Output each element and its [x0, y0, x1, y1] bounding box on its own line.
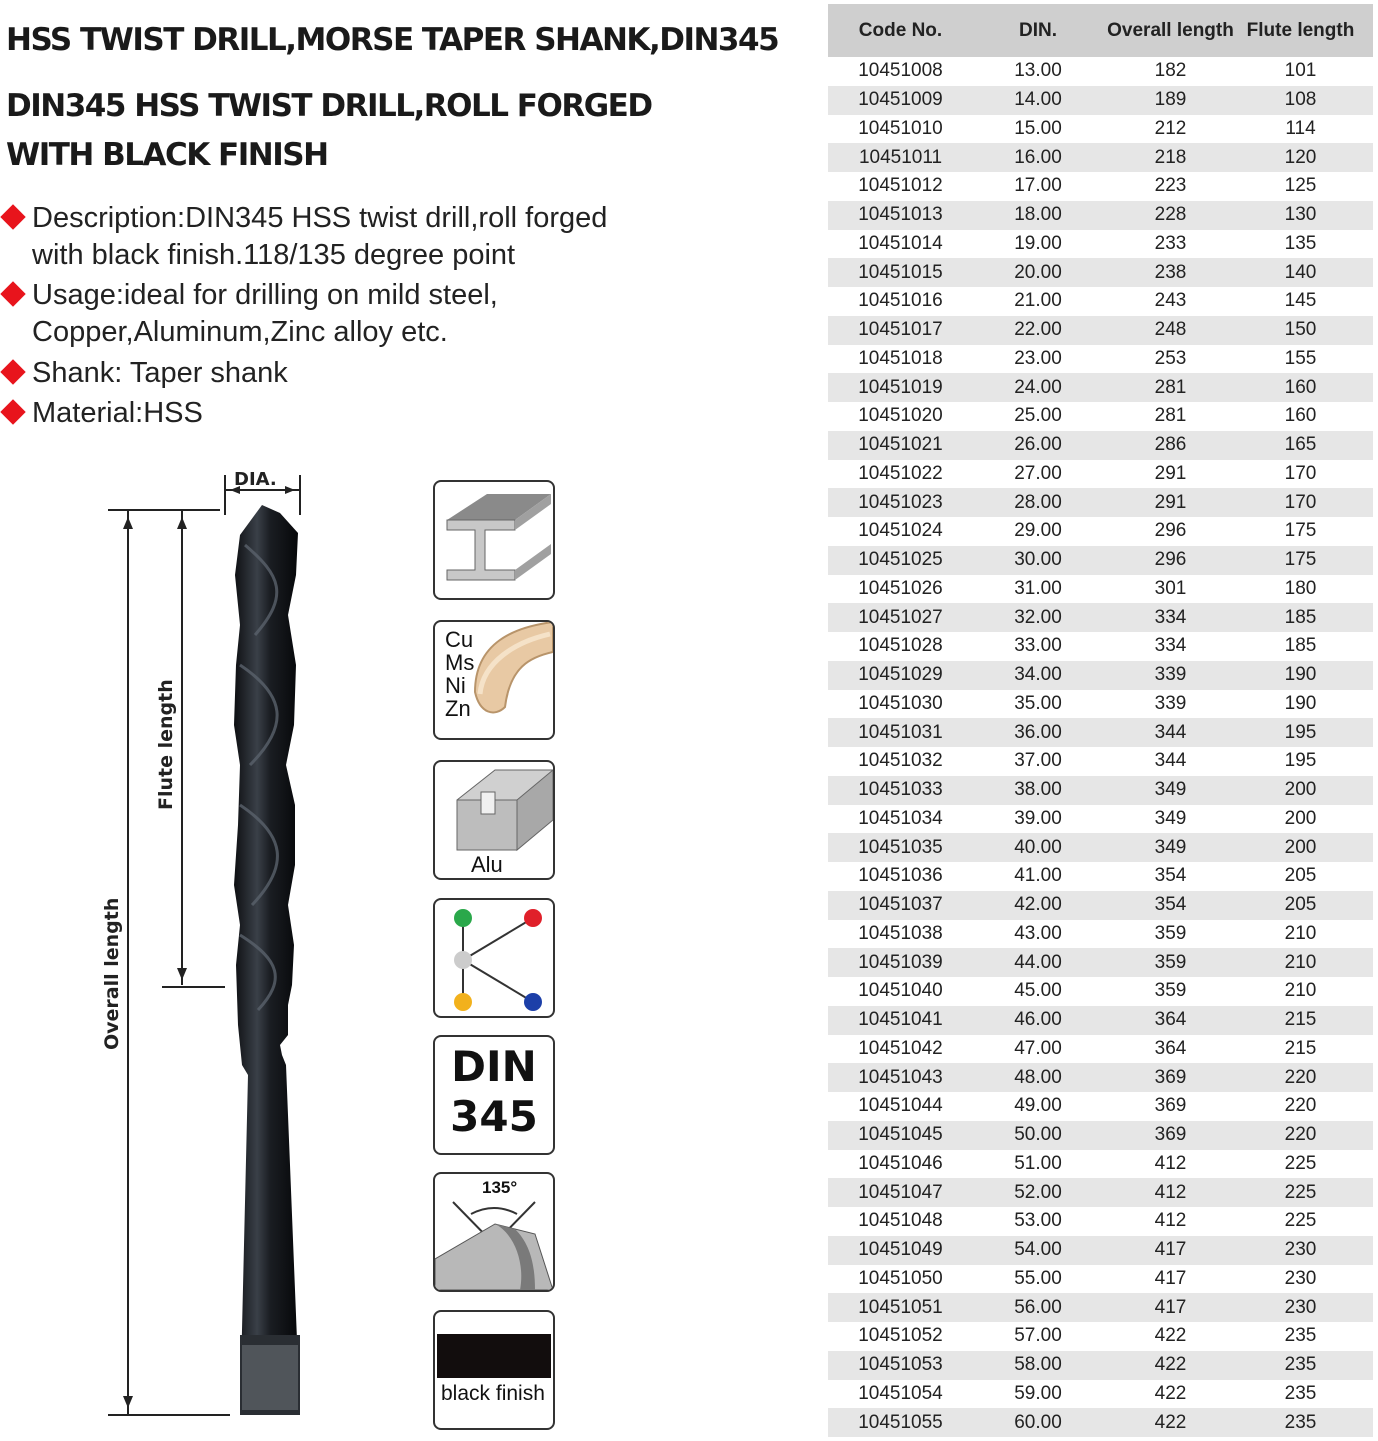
table-row [828, 891, 1373, 920]
code-cell: 10451032 [858, 750, 943, 772]
overall-length-cell: 349 [1154, 807, 1187, 829]
code-cell: 10451035 [858, 836, 943, 858]
din-cell: 47.00 [1014, 1037, 1062, 1059]
spec-list [0, 200, 720, 435]
code-cell: 10451034 [858, 807, 943, 829]
table-row [828, 632, 1373, 661]
black-finish-icon [433, 1310, 555, 1430]
table-row [828, 517, 1373, 546]
code-cell: 10451014 [858, 232, 943, 254]
flute-length-cell: 101 [1284, 60, 1317, 82]
overall-length-cell: 349 [1154, 836, 1187, 858]
overall-length-cell: 296 [1154, 549, 1187, 571]
table-row [828, 1150, 1373, 1179]
overall-length-cell: 349 [1154, 779, 1187, 801]
flute-length-cell: 220 [1284, 1095, 1317, 1117]
din-cell: 53.00 [1014, 1210, 1062, 1232]
table-header [828, 4, 1373, 57]
overall-length-cell: 417 [1154, 1239, 1187, 1261]
din-cell: 50.00 [1014, 1124, 1062, 1146]
din-cell: 27.00 [1014, 462, 1062, 484]
code-cell: 10451048 [858, 1210, 943, 1232]
flute-length-cell: 140 [1284, 261, 1317, 283]
overall-length-cell: 359 [1154, 922, 1187, 944]
din-cell: 35.00 [1014, 692, 1062, 714]
din-cell: 31.00 [1014, 577, 1062, 599]
overall-length-cell: 228 [1154, 204, 1187, 226]
din-cell: 26.00 [1014, 434, 1062, 456]
table-row [828, 1408, 1373, 1437]
diamond-bullet-icon [0, 204, 25, 229]
table-row [828, 1178, 1373, 1207]
din-cell: 43.00 [1014, 922, 1062, 944]
spec-table [828, 4, 1373, 1437]
table-row [828, 345, 1373, 374]
overall-length-cell: 417 [1154, 1267, 1187, 1289]
din-cell: 55.00 [1014, 1267, 1062, 1289]
overall-length-cell: 354 [1154, 865, 1187, 887]
code-cell: 10451020 [858, 405, 943, 427]
spec-text: Description:DIN345 HSS twist drill,roll forged [32, 202, 608, 234]
spec-text: Material:HSS [32, 397, 203, 429]
overall-length-cell: 412 [1154, 1152, 1187, 1174]
din-cell: 25.00 [1014, 405, 1062, 427]
overall-length-cell: 354 [1154, 894, 1187, 916]
overall-length-cell: 339 [1154, 664, 1187, 686]
table-row [828, 57, 1373, 86]
flute-length-cell: 135 [1284, 232, 1317, 254]
spec-text: Shank: Taper shank [32, 357, 288, 389]
code-cell: 10451055 [858, 1411, 943, 1433]
flute-length-cell: 190 [1284, 664, 1317, 686]
flute-length-cell: 165 [1284, 434, 1317, 456]
copper-pipe-icon [433, 620, 555, 740]
din-cell: 28.00 [1014, 491, 1062, 513]
flute-length-cell: 235 [1284, 1354, 1317, 1376]
overall-length-cell: 359 [1154, 951, 1187, 973]
overall-length-cell: 296 [1154, 520, 1187, 542]
flute-length-cell: 160 [1284, 376, 1317, 398]
flute-length-cell: 190 [1284, 692, 1317, 714]
code-cell: 10451027 [858, 606, 943, 628]
table-row [828, 862, 1373, 891]
flute-length-cell: 175 [1284, 549, 1317, 571]
table-row [828, 948, 1373, 977]
flute-length-cell: 185 [1284, 606, 1317, 628]
drill-diagram [90, 465, 320, 1425]
table-row [828, 373, 1373, 402]
code-cell: 10451040 [858, 980, 943, 1002]
din-cell: 57.00 [1014, 1325, 1062, 1347]
table-row [828, 920, 1373, 949]
table-row [828, 287, 1373, 316]
din-cell: 20.00 [1014, 261, 1062, 283]
flute-length-cell: 205 [1284, 894, 1317, 916]
flute-length-cell: 160 [1284, 405, 1317, 427]
flute-length-cell: 215 [1284, 1009, 1317, 1031]
overall-length-cell: 281 [1154, 405, 1187, 427]
overall-length-cell: 182 [1154, 60, 1187, 82]
din-cell: 45.00 [1014, 980, 1062, 1002]
overall-length-cell: 334 [1154, 635, 1187, 657]
overall-length-cell: 369 [1154, 1066, 1187, 1088]
aluminum-profile-icon [433, 760, 555, 880]
table-row [828, 143, 1373, 172]
spec-description [0, 200, 720, 274]
flute-length-cell: 195 [1284, 750, 1317, 772]
flute-length-cell: 235 [1284, 1382, 1317, 1404]
code-cell: 10451031 [858, 721, 943, 743]
table-row [828, 402, 1373, 431]
overall-length-cell: 417 [1154, 1296, 1187, 1318]
din-cell: 49.00 [1014, 1095, 1062, 1117]
overall-length-cell: 412 [1154, 1181, 1187, 1203]
din-cell: 48.00 [1014, 1066, 1062, 1088]
header-flute-length: Flute length [1246, 20, 1355, 41]
header-din: DIN. [1019, 20, 1057, 41]
finish-swatch [437, 1334, 551, 1378]
spec-shank [0, 355, 720, 392]
din-cell: 41.00 [1014, 865, 1062, 887]
overall-length-cell: 286 [1154, 434, 1187, 456]
flute-length-cell: 225 [1284, 1152, 1317, 1174]
code-cell: 10451042 [858, 1037, 943, 1059]
din-cell: 54.00 [1014, 1239, 1062, 1261]
overall-length-cell: 291 [1154, 462, 1187, 484]
din-cell: 46.00 [1014, 1009, 1062, 1031]
din-standard-icon [433, 1035, 555, 1155]
din-cell: 51.00 [1014, 1152, 1062, 1174]
table-row [828, 86, 1373, 115]
overall-length-cell: 233 [1154, 232, 1187, 254]
code-cell: 10451049 [858, 1239, 943, 1261]
code-cell: 10451024 [858, 520, 943, 542]
overall-length-cell: 243 [1154, 290, 1187, 312]
din-cell: 24.00 [1014, 376, 1062, 398]
din-cell: 32.00 [1014, 606, 1062, 628]
overall-length-label: Overall length [101, 897, 123, 1050]
overall-length-cell: 334 [1154, 606, 1187, 628]
table-row [828, 1092, 1373, 1121]
overall-length-cell: 218 [1154, 146, 1187, 168]
overall-length-cell: 253 [1154, 347, 1187, 369]
table-row [828, 172, 1373, 201]
din-cell: 19.00 [1014, 232, 1062, 254]
din-cell: 36.00 [1014, 721, 1062, 743]
table-row [828, 460, 1373, 489]
din-cell: 21.00 [1014, 290, 1062, 312]
code-cell: 10451015 [858, 261, 943, 283]
code-cell: 10451016 [858, 290, 943, 312]
flute-length-cell: 210 [1284, 980, 1317, 1002]
flute-length-cell: 220 [1284, 1124, 1317, 1146]
table-row [828, 258, 1373, 287]
point-angle-icon [433, 1172, 555, 1292]
code-cell: 10451019 [858, 376, 943, 398]
table-row [828, 1236, 1373, 1265]
overall-length-cell: 422 [1154, 1325, 1187, 1347]
din-cell: 13.00 [1014, 60, 1062, 82]
din-cell: 18.00 [1014, 204, 1062, 226]
code-cell: 10451008 [858, 60, 943, 82]
din-cell: 39.00 [1014, 807, 1062, 829]
table-row [828, 1380, 1373, 1409]
table-row [828, 977, 1373, 1006]
din-cell: 16.00 [1014, 146, 1062, 168]
flute-length-cell: 210 [1284, 922, 1317, 944]
flute-length-cell: 195 [1284, 721, 1317, 743]
code-cell: 10451043 [858, 1066, 943, 1088]
table-row [828, 690, 1373, 719]
code-cell: 10451037 [858, 894, 943, 916]
flute-length-cell: 185 [1284, 635, 1317, 657]
din-cell: 22.00 [1014, 319, 1062, 341]
overall-length-cell: 281 [1154, 376, 1187, 398]
din-cell: 56.00 [1014, 1296, 1062, 1318]
code-cell: 10451038 [858, 922, 943, 944]
flute-length-cell: 150 [1284, 319, 1317, 341]
flute-length-cell: 120 [1284, 146, 1317, 168]
table-row [828, 201, 1373, 230]
alloy-molecule-icon [433, 898, 555, 1018]
overall-length-cell: 223 [1154, 175, 1187, 197]
table-row [828, 316, 1373, 345]
din-cell: 59.00 [1014, 1382, 1062, 1404]
table-row [828, 575, 1373, 604]
table-row [828, 115, 1373, 144]
din-cell: 23.00 [1014, 347, 1062, 369]
overall-length-cell: 344 [1154, 750, 1187, 772]
code-cell: 10451052 [858, 1325, 943, 1347]
table-row [828, 805, 1373, 834]
table-row [828, 1006, 1373, 1035]
overall-length-cell: 212 [1154, 117, 1187, 139]
flute-length-cell: 114 [1285, 117, 1316, 139]
code-cell: 10451009 [858, 89, 943, 111]
table-row [828, 230, 1373, 259]
flute-length-cell: 225 [1284, 1210, 1317, 1232]
code-cell: 10451041 [858, 1009, 943, 1031]
table-row [828, 1265, 1373, 1294]
spec-text: Copper,Aluminum,Zinc alloy etc. [32, 316, 448, 348]
code-cell: 10451018 [858, 347, 943, 369]
overall-length-cell: 364 [1154, 1009, 1187, 1031]
flute-length-cell: 210 [1284, 951, 1317, 973]
din-cell: 15.00 [1014, 117, 1062, 139]
din-cell: 52.00 [1014, 1181, 1062, 1203]
table-row [828, 603, 1373, 632]
page-title: HSS TWIST DRILL,MORSE TAPER SHANK,DIN345 [6, 22, 779, 58]
overall-length-cell: 369 [1154, 1124, 1187, 1146]
table-row [828, 776, 1373, 805]
header-overall-length: Overall length [1107, 20, 1234, 41]
din-cell: 38.00 [1014, 779, 1062, 801]
steel-beam-icon [433, 480, 555, 600]
din-number: 345 [450, 1092, 538, 1141]
overall-length-cell: 189 [1154, 89, 1187, 111]
flute-length-cell: 225 [1284, 1181, 1317, 1203]
code-cell: 10451046 [858, 1152, 943, 1174]
code-cell: 10451036 [858, 865, 943, 887]
overall-length-cell: 291 [1154, 491, 1187, 513]
code-cell: 10451051 [858, 1296, 943, 1318]
flute-length-cell: 200 [1284, 779, 1317, 801]
code-cell: 10451011 [858, 146, 943, 168]
overall-length-cell: 301 [1154, 577, 1187, 599]
code-cell: 10451030 [858, 692, 943, 714]
table-row [828, 1293, 1373, 1322]
flute-length-cell: 230 [1284, 1239, 1317, 1261]
overall-length-cell: 369 [1154, 1095, 1187, 1117]
din-cell: 14.00 [1014, 89, 1062, 111]
dia-label: DIA. [234, 469, 277, 490]
table-row [828, 1207, 1373, 1236]
overall-length-cell: 422 [1154, 1382, 1187, 1404]
code-cell: 10451017 [858, 319, 943, 341]
flute-length-cell: 125 [1284, 175, 1317, 197]
code-cell: 10451050 [858, 1267, 943, 1289]
subtitle-line-1: DIN345 HSS TWIST DRILL,ROLL FORGED [6, 88, 652, 124]
code-cell: 10451013 [858, 204, 943, 226]
spec-usage [0, 277, 720, 351]
overall-length-cell: 364 [1154, 1037, 1187, 1059]
table-row [828, 488, 1373, 517]
din-cell: 17.00 [1014, 175, 1062, 197]
code-cell: 10451053 [858, 1354, 943, 1376]
din-cell: 29.00 [1014, 520, 1062, 542]
din-cell: 58.00 [1014, 1354, 1062, 1376]
code-cell: 10451010 [858, 117, 943, 139]
flute-length-cell: 155 [1284, 347, 1317, 369]
spec-material [0, 395, 720, 432]
table-row [828, 431, 1373, 460]
page-subtitle [6, 82, 652, 180]
finish-label: black finish [441, 1382, 545, 1405]
flute-length-cell: 130 [1284, 204, 1317, 226]
table-row [828, 1322, 1373, 1351]
flute-length-cell: 235 [1284, 1411, 1317, 1433]
code-cell: 10451054 [858, 1382, 943, 1404]
material-labels: Cu Ms Ni Zn [445, 627, 475, 721]
code-cell: 10451023 [858, 491, 943, 513]
flute-length-cell: 108 [1284, 89, 1317, 111]
code-cell: 10451028 [858, 635, 943, 657]
flute-length-cell: 200 [1284, 807, 1317, 829]
flute-length-cell: 170 [1284, 491, 1317, 513]
code-cell: 10451026 [858, 577, 943, 599]
flute-length-cell: 175 [1284, 520, 1317, 542]
overall-length-cell: 359 [1154, 980, 1187, 1002]
flute-length-cell: 145 [1284, 290, 1317, 312]
overall-length-cell: 422 [1154, 1411, 1187, 1433]
din-cell: 60.00 [1014, 1411, 1062, 1433]
flute-length-cell: 220 [1284, 1066, 1317, 1088]
code-cell: 10451012 [858, 175, 943, 197]
flute-length-cell: 180 [1284, 577, 1317, 599]
overall-length-cell: 412 [1154, 1210, 1187, 1232]
overall-length-cell: 238 [1154, 261, 1187, 283]
diamond-bullet-icon [0, 399, 25, 424]
angle-label: 135° [482, 1178, 518, 1197]
flute-length-cell: 230 [1284, 1267, 1317, 1289]
table-row [828, 718, 1373, 747]
din-cell: 33.00 [1014, 635, 1062, 657]
din-cell: 37.00 [1014, 750, 1062, 772]
overall-length-cell: 339 [1154, 692, 1187, 714]
din-cell: 40.00 [1014, 836, 1062, 858]
table-row [828, 1063, 1373, 1092]
code-cell: 10451039 [858, 951, 943, 973]
code-cell: 10451029 [858, 664, 943, 686]
code-cell: 10451022 [858, 462, 943, 484]
code-cell: 10451047 [858, 1181, 943, 1203]
flute-length-cell: 230 [1284, 1296, 1317, 1318]
flute-length-cell: 200 [1284, 836, 1317, 858]
diamond-bullet-icon [0, 359, 25, 384]
overall-length-cell: 422 [1154, 1354, 1187, 1376]
din-label: DIN [451, 1042, 537, 1091]
code-cell: 10451021 [858, 434, 943, 456]
table-row [828, 1351, 1373, 1380]
din-cell: 30.00 [1014, 549, 1062, 571]
din-cell: 42.00 [1014, 894, 1062, 916]
alu-label: Alu [471, 852, 503, 877]
spec-text: Usage:ideal for drilling on mild steel, [32, 279, 498, 311]
code-cell: 10451045 [858, 1124, 943, 1146]
table-row [828, 1121, 1373, 1150]
din-cell: 44.00 [1014, 951, 1062, 973]
table-row [828, 546, 1373, 575]
din-cell: 34.00 [1014, 664, 1062, 686]
code-cell: 10451044 [858, 1095, 943, 1117]
overall-length-cell: 344 [1154, 721, 1187, 743]
code-cell: 10451025 [858, 549, 943, 571]
code-cell: 10451033 [858, 779, 943, 801]
subtitle-line-2: WITH BLACK FINISH [6, 137, 328, 173]
flute-length-label: Flute length [155, 679, 177, 810]
table-row [828, 661, 1373, 690]
spec-text: with black finish.118/135 degree point [32, 239, 516, 271]
flute-length-cell: 205 [1284, 865, 1317, 887]
header-code: Code No. [858, 20, 943, 41]
overall-length-cell: 248 [1154, 319, 1187, 341]
table-row [828, 747, 1373, 776]
table-body [828, 57, 1373, 1437]
table-row [828, 1035, 1373, 1064]
flute-length-cell: 235 [1284, 1325, 1317, 1347]
diamond-bullet-icon [0, 281, 25, 306]
flute-length-cell: 215 [1284, 1037, 1317, 1059]
flute-length-cell: 170 [1284, 462, 1317, 484]
drill-body [234, 505, 300, 1415]
table-row [828, 833, 1373, 862]
